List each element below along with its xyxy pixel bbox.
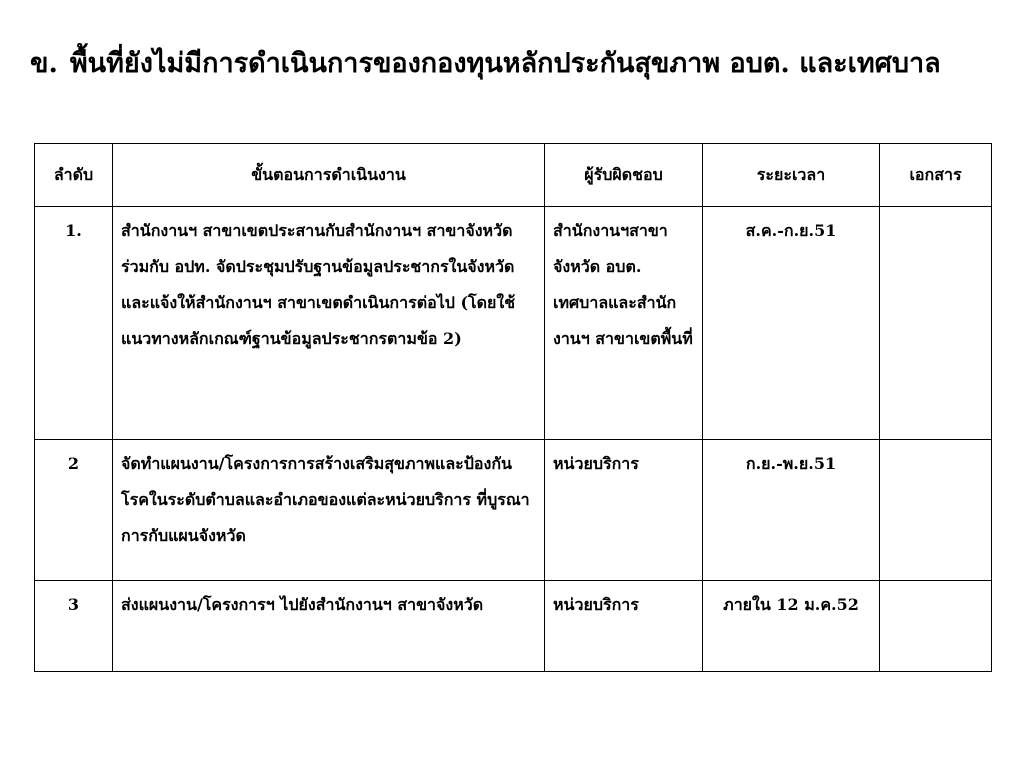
header-period: ระยะเวลา <box>703 144 880 207</box>
row-number: 3 <box>35 581 113 672</box>
slide-title <box>30 44 1010 84</box>
header-order: ลำดับ <box>35 144 113 207</box>
row-number: 1. <box>35 207 113 440</box>
header-responsible: ผู้รับผิดชอบ <box>545 144 703 207</box>
row-responsible: หน่วยบริการ <box>545 581 703 672</box>
row-step: ส่งแผนงาน/โครงการฯ ไปยังสำนักงานฯ สาขาจังหวัด <box>113 581 545 672</box>
row-period: ส.ค.-ก.ย.51 <box>703 207 880 440</box>
header-steps: ขั้นตอนการดำเนินงาน <box>113 144 545 207</box>
row-documents <box>880 440 992 581</box>
table-row <box>35 581 992 672</box>
table-row <box>35 207 992 440</box>
title-prefix: ข. <box>30 48 58 79</box>
row-responsible: สำนักงานฯสาขาจังหวัด อบต. เทศบาลและสำนักงานฯ สาขาเขตพื้นที่ <box>545 207 703 440</box>
row-documents <box>880 581 992 672</box>
table-header-row <box>35 144 992 207</box>
plan-table <box>34 143 992 672</box>
title-text: พื้นที่ยังไม่มีการดำเนินการของกองทุนหลักประกันสุขภาพ อบต. และเทศบาล <box>69 48 941 79</box>
row-period: ก.ย.-พ.ย.51 <box>703 440 880 581</box>
row-step: สำนักงานฯ สาขาเขตประสานกับสำนักงานฯ สาขาจังหวัดร่วมกับ อปท. จัดประชุมปรับฐานข้อมูลประชากรในจังหวัด และแจ้งให้สำนักงานฯ สาขาเขตดำเนินการต่อไป (โดยใช้แนวทางหลักเกณฑ์ฐานข้อมูลประชากรตามข้อ 2) <box>113 207 545 440</box>
row-period: ภายใน 12 ม.ค.52 <box>703 581 880 672</box>
row-step: จัดทำแผนงาน/โครงการการสร้างเสริมสุขภาพและป้องกันโรคในระดับตำบลและอำเภอของแต่ละหน่วยบริการ ที่บูรณาการกับแผนจังหวัด <box>113 440 545 581</box>
row-number: 2 <box>35 440 113 581</box>
row-responsible: หน่วยบริการ <box>545 440 703 581</box>
header-documents: เอกสาร <box>880 144 992 207</box>
row-documents <box>880 207 992 440</box>
table-row <box>35 440 992 581</box>
